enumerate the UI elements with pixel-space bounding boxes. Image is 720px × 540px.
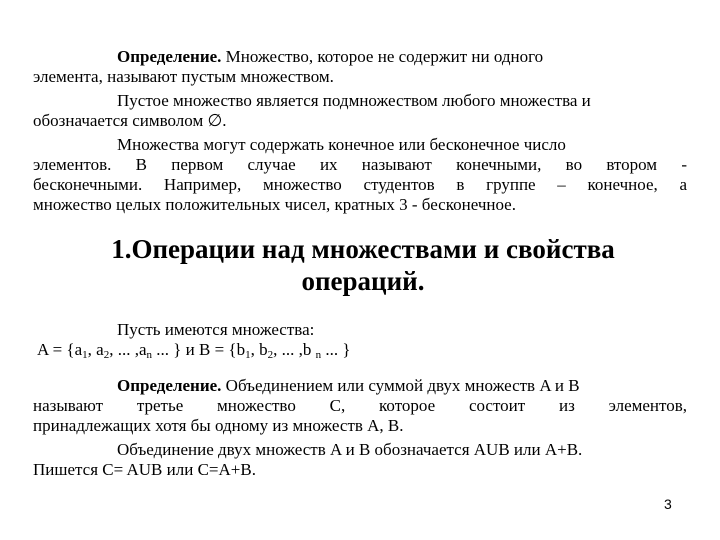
heading-line-2: операций. (301, 266, 425, 296)
definition-union (33, 376, 687, 436)
text-line: называют третье множество C, которое состоит из элементов, (33, 396, 687, 415)
definition-line-1 (33, 47, 687, 67)
definition-label: Определение. (117, 47, 222, 66)
page-number: 3 (664, 496, 672, 512)
section-heading (33, 233, 720, 297)
heading-line-1: 1.Операции над множествами и свойства (111, 234, 615, 264)
definition-empty-set (33, 47, 687, 87)
definition-text: Множество, которое не содержит ни одного (221, 47, 544, 66)
text-line: Пусть имеются множества: (117, 320, 315, 339)
text-line: Объединение двух множеств A и B обозначается AUB или A+B. (117, 440, 583, 459)
paragraph-sets-intro (33, 320, 687, 340)
paragraph-union-notation (33, 440, 687, 480)
text-line: множество целых положительных чисел, кратных 3 - бесконечное. (33, 195, 516, 214)
text-line: элементов. В первом случае их называют конечными, во втором - (33, 155, 687, 174)
text-line: принадлежащих хотя бы одному из множеств A, B. (33, 416, 404, 435)
text-line: бесконечными. Например, множество студентов в группе – конечное, а (33, 175, 687, 194)
text-line: элемента, называют пустым множеством. (33, 67, 334, 86)
sets-formula: $A = \{a_1$, $a_2$, ... $,a_n$ ... } и $B = \{b_1$, $b_2$, ... ,b $_n$ ... } (37, 340, 351, 361)
paragraph-finite-infinite (33, 135, 687, 215)
definition-label: Определение. (117, 376, 222, 395)
text-line: Пишется C= AUB или C=A+B. (33, 460, 256, 479)
text-line: Множества могут содержать конечное или бесконечное число (117, 135, 566, 154)
paragraph-empty-subset (33, 91, 687, 131)
text-line: обозначается символом ∅. (33, 111, 227, 130)
definition-line-1 (33, 376, 687, 396)
definition-text: Объединением или суммой двух множеств A и B (221, 376, 580, 395)
text-line: Пустое множество является подмножеством любого множества и (117, 91, 591, 110)
